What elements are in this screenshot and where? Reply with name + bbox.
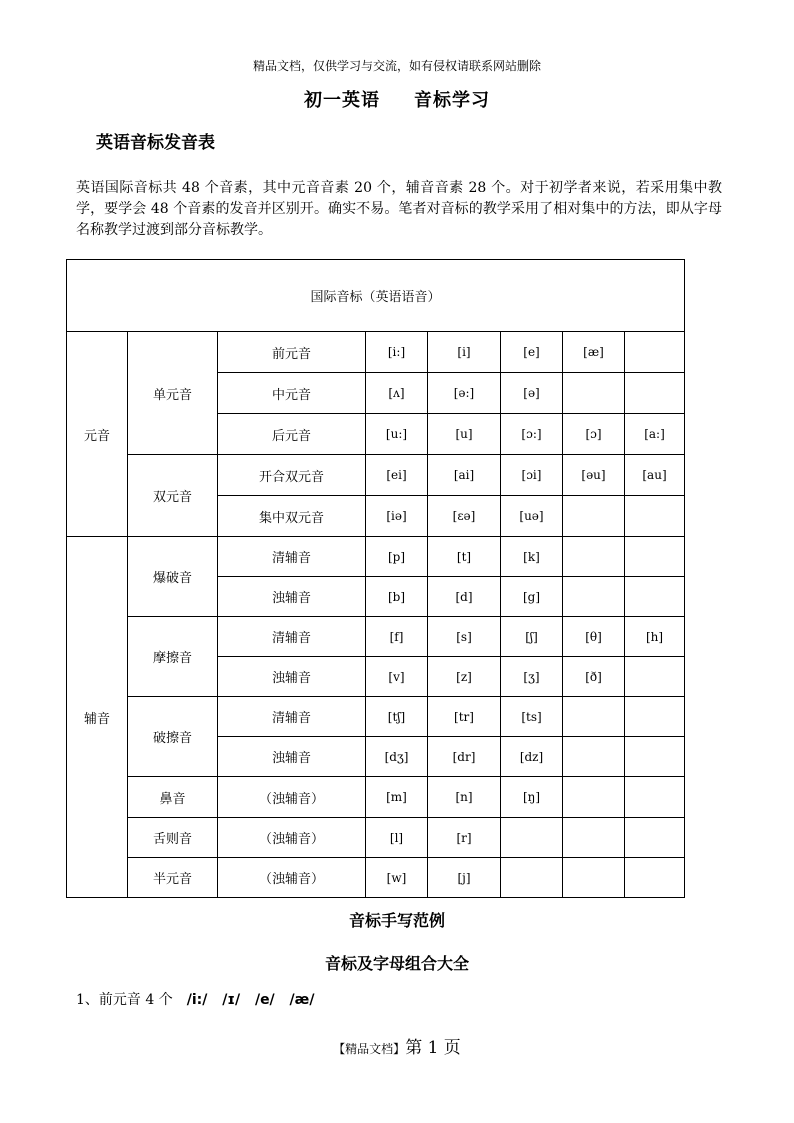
symbol-cell xyxy=(625,858,685,898)
symbol-cell: [ə:] xyxy=(428,373,501,414)
symbol-cell: [j] xyxy=(428,858,501,898)
type-central-vowel: 中元音 xyxy=(218,373,366,414)
symbol-cell: [ʒ] xyxy=(501,657,563,697)
symbol-cell: [r] xyxy=(428,818,501,858)
combinations-heading: 音标及字母组合大全 xyxy=(324,954,469,973)
front-vowels-label: 1、前元音 4 个 xyxy=(76,992,173,1008)
symbol-cell: [θ] xyxy=(563,617,625,657)
symbol-cell: [ŋ] xyxy=(501,777,563,818)
symbol-cell: [tʃ] xyxy=(366,697,428,737)
page-number: 第 1 页 xyxy=(405,1038,461,1058)
ipa-table xyxy=(66,259,685,898)
intro-paragraph: 英语国际音标共 48 个音素，其中元音音素 20 个，辅音音素 28 个。对于初学者来说，若采用集中教学，要学会 48 个音素的发音并区别开。确实不易。笔者对音标的教学采用了相对集中的方法，即从字母名称教学过渡到部分音标教学。 xyxy=(76,180,722,238)
symbol-cell: [uə] xyxy=(501,496,563,537)
category-lateral: 舌则音 xyxy=(128,818,218,858)
symbol-cell: [u] xyxy=(428,414,501,455)
symbol-cell: [l] xyxy=(366,818,428,858)
symbol-cell: [ʃ] xyxy=(501,617,563,657)
type-voiced-note: （浊辅音） xyxy=(218,818,366,858)
symbol-cell xyxy=(625,737,685,777)
type-voiced: 浊辅音 xyxy=(218,737,366,777)
symbol-cell: [m] xyxy=(366,777,428,818)
symbol-cell: [i:] xyxy=(366,332,428,373)
symbol-cell: [w] xyxy=(366,858,428,898)
category-diphthong: 双元音 xyxy=(128,455,218,537)
symbol-cell: [i] xyxy=(428,332,501,373)
group-consonants: 辅音 xyxy=(67,537,128,898)
symbol-cell xyxy=(625,332,685,373)
symbol-cell xyxy=(563,858,625,898)
symbol-cell xyxy=(563,537,625,577)
page-footer xyxy=(0,1033,794,1058)
symbol-cell: [z] xyxy=(428,657,501,697)
symbol-cell: [b] xyxy=(366,577,428,617)
symbol-cell: [ɔ:] xyxy=(501,414,563,455)
symbol-cell: [dz] xyxy=(501,737,563,777)
category-monophthong: 单元音 xyxy=(128,332,218,455)
category-semivowel: 半元音 xyxy=(128,858,218,898)
symbol-cell xyxy=(563,373,625,414)
symbol-cell xyxy=(625,777,685,818)
symbol-cell xyxy=(625,373,685,414)
symbol-cell xyxy=(563,577,625,617)
symbol-cell: [a:] xyxy=(625,414,685,455)
symbol-cell: [v] xyxy=(366,657,428,697)
symbol-cell: [n] xyxy=(428,777,501,818)
symbol-cell xyxy=(563,496,625,537)
document-title xyxy=(0,86,794,112)
category-affricate: 破擦音 xyxy=(128,697,218,777)
symbol-cell xyxy=(501,818,563,858)
symbol-cell xyxy=(625,697,685,737)
symbol-cell: [ɔi] xyxy=(501,455,563,496)
handwriting-heading: 音标手写范例 xyxy=(348,911,445,930)
symbol-cell: [dr] xyxy=(428,737,501,777)
symbol-cell: [g] xyxy=(501,577,563,617)
symbol-cell xyxy=(625,496,685,537)
symbol-cell: [iə] xyxy=(366,496,428,537)
type-voiced: 浊辅音 xyxy=(218,577,366,617)
type-voiced-note: （浊辅音） xyxy=(218,777,366,818)
category-fricative: 摩擦音 xyxy=(128,617,218,697)
symbol-cell: [u:] xyxy=(366,414,428,455)
type-voiceless: 清辅音 xyxy=(218,537,366,577)
symbol-cell: [ɛə] xyxy=(428,496,501,537)
symbol-cell xyxy=(501,858,563,898)
type-closing-diphthong: 开合双元音 xyxy=(218,455,366,496)
symbol-cell: [au] xyxy=(625,455,685,496)
type-voiced: 浊辅音 xyxy=(218,657,366,697)
symbol-cell: [ei] xyxy=(366,455,428,496)
title-right: 音标学习 xyxy=(414,90,490,111)
type-voiceless: 清辅音 xyxy=(218,617,366,657)
type-centering-diphthong: 集中双元音 xyxy=(218,496,366,537)
symbol-cell xyxy=(563,777,625,818)
type-voiced-note: （浊辅音） xyxy=(218,858,366,898)
title-left: 初一英语 xyxy=(304,90,380,111)
symbol-cell: [tr] xyxy=(428,697,501,737)
symbol-cell: [d] xyxy=(428,577,501,617)
symbol-cell: [ai] xyxy=(428,455,501,496)
symbol-cell: [ð] xyxy=(563,657,625,697)
symbol-cell: [ʌ] xyxy=(366,373,428,414)
symbol-cell: [p] xyxy=(366,537,428,577)
section-heading: 英语音标发音表 xyxy=(96,133,215,153)
symbol-cell: [e] xyxy=(501,332,563,373)
type-back-vowel: 后元音 xyxy=(218,414,366,455)
header-note: 精品文档，仅供学习与交流，如有侵权请联系网站删除 xyxy=(252,59,541,73)
symbol-cell xyxy=(625,537,685,577)
symbol-cell xyxy=(563,737,625,777)
symbol-cell: [h] xyxy=(625,617,685,657)
symbol-cell: [əu] xyxy=(563,455,625,496)
symbol-cell: [k] xyxy=(501,537,563,577)
category-plosive: 爆破音 xyxy=(128,537,218,617)
front-vowels-symbols: /i:/ /ɪ/ /e/ /æ/ xyxy=(186,992,315,1008)
type-voiceless: 清辅音 xyxy=(218,697,366,737)
symbol-cell: [t] xyxy=(428,537,501,577)
table-header: 国际音标（英语语音） xyxy=(67,260,685,332)
type-front-vowel: 前元音 xyxy=(218,332,366,373)
symbol-cell xyxy=(625,577,685,617)
front-vowels-line xyxy=(76,989,314,1009)
symbol-cell: [ts] xyxy=(501,697,563,737)
symbol-cell xyxy=(625,657,685,697)
symbol-cell xyxy=(563,818,625,858)
symbol-cell: [ə] xyxy=(501,373,563,414)
symbol-cell: [f] xyxy=(366,617,428,657)
symbol-cell: [dʒ] xyxy=(366,737,428,777)
symbol-cell: [ɔ] xyxy=(563,414,625,455)
symbol-cell xyxy=(625,818,685,858)
footer-tag: 【精品文档】 xyxy=(333,1042,406,1056)
category-nasal: 鼻音 xyxy=(128,777,218,818)
group-vowels: 元音 xyxy=(67,332,128,537)
symbol-cell: [æ] xyxy=(563,332,625,373)
symbol-cell: [s] xyxy=(428,617,501,657)
symbol-cell xyxy=(563,697,625,737)
